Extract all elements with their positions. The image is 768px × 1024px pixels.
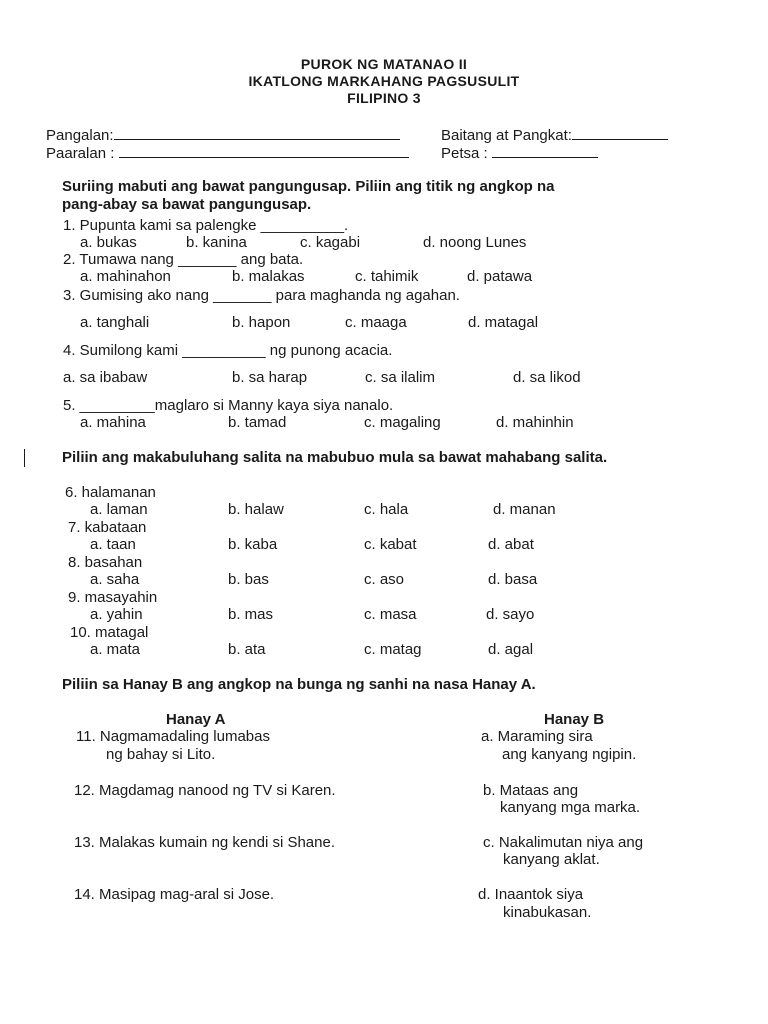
option-a-line1: a. Maraming sira xyxy=(481,728,593,745)
item-12: 12. Magdamag nanood ng TV si Karen. xyxy=(74,782,336,799)
name-field xyxy=(46,125,400,145)
part1-instruction-line2: pang-abay sa bawat pangungusap. xyxy=(62,196,312,213)
choice-4d: d. sa likod xyxy=(513,369,581,386)
text-cursor xyxy=(24,449,25,467)
header-exam-title: IKATLONG MARKAHANG PAGSUSULIT xyxy=(248,73,520,89)
item-14: 14. Masipag mag-aral si Jose. xyxy=(74,886,275,903)
option-b-line2: kanyang mga marka. xyxy=(500,799,641,816)
choice-8c: c. aso xyxy=(364,571,405,588)
choice-1b: b. kanina xyxy=(186,234,247,251)
item-11-line2: ng bahay si Lito. xyxy=(106,746,216,763)
question-7: 7. kabataan xyxy=(68,519,147,536)
choice-7d: d. abat xyxy=(488,536,534,553)
question-3: 3. Gumising ako nang _______ para maghanda ng agahan. xyxy=(63,287,460,304)
choice-9d: d. sayo xyxy=(486,606,535,623)
choice-6a: a. laman xyxy=(90,501,148,518)
choice-10c: c. matag xyxy=(364,641,422,658)
question-8: 8. basahan xyxy=(68,554,143,571)
choice-4b: b. sa harap xyxy=(232,369,308,386)
option-c-line1: c. Nakalimutan niya ang xyxy=(483,834,644,851)
choice-10b: b. ata xyxy=(228,641,266,658)
question-9: 9. masayahin xyxy=(68,589,158,606)
choice-1c: c. kagabi xyxy=(300,234,361,251)
grade-section-blank[interactable] xyxy=(572,125,668,140)
question-6: 6. halamanan xyxy=(65,484,156,501)
part2-instruction: Piliin ang makabuluhang salita na mabubuo mula sa bawat mahabang salita. xyxy=(62,449,608,466)
part3-instruction: Piliin sa Hanay B ang angkop na bunga ng sanhi na nasa Hanay A. xyxy=(62,676,536,693)
choice-5b: b. tamad xyxy=(228,414,287,431)
choice-7b: b. kaba xyxy=(228,536,278,553)
choice-5a: a. mahina xyxy=(80,414,146,431)
choice-6b: b. halaw xyxy=(228,501,284,518)
grade-section-field xyxy=(441,125,668,145)
question-1: 1. Pupunta kami sa palengke __________. xyxy=(63,217,349,234)
date-blank[interactable] xyxy=(492,143,598,158)
question-4: 4. Sumilong kami __________ ng punong acacia. xyxy=(63,342,393,359)
date-label: Petsa : xyxy=(441,145,488,162)
choice-3d: d. matagal xyxy=(468,314,539,331)
choice-5d: d. mahinhin xyxy=(496,414,574,431)
item-11-line1: 11. Nagmamadaling lumabas xyxy=(76,728,270,745)
date-field xyxy=(441,143,598,163)
choice-4a: a. sa ibabaw xyxy=(63,369,148,386)
header-subject: FILIPINO 3 xyxy=(347,90,421,106)
grade-section-label: Baitang at Pangkat: xyxy=(441,127,572,144)
header-district: PUROK NG MATANAO II xyxy=(300,56,468,72)
hanay-b-title: Hanay B xyxy=(544,711,605,728)
choice-2c: c. tahimik xyxy=(355,268,419,285)
choice-6c: c. hala xyxy=(364,501,409,518)
school-blank[interactable] xyxy=(119,143,409,158)
choice-5c: c. magaling xyxy=(364,414,441,431)
item-13: 13. Malakas kumain ng kendi si Shane. xyxy=(74,834,335,851)
question-5: 5. _________maglaro si Manny kaya siya nanalo. xyxy=(63,397,394,414)
choice-3b: b. hapon xyxy=(232,314,291,331)
choice-8d: d. basa xyxy=(488,571,538,588)
part1-instruction-line1: Suriing mabuti ang bawat pangungusap. Piliin ang titik ng angkop na xyxy=(62,178,555,195)
hanay-a-title: Hanay A xyxy=(166,711,226,728)
choice-7c: c. kabat xyxy=(364,536,417,553)
choice-4c: c. sa ilalim xyxy=(365,369,436,386)
choice-9c: c. masa xyxy=(364,606,417,623)
option-b-line1: b. Mataas ang xyxy=(483,782,579,799)
choice-8b: b. bas xyxy=(228,571,269,588)
choice-3c: c. maaga xyxy=(345,314,407,331)
name-blank[interactable] xyxy=(114,125,400,140)
option-d-line2: kinabukasan. xyxy=(503,904,592,921)
choice-3a: a. tanghali xyxy=(80,314,150,331)
choice-9a: a. yahin xyxy=(90,606,143,623)
choice-9b: b. mas xyxy=(228,606,274,623)
choice-10a: a. mata xyxy=(90,641,141,658)
choice-2b: b. malakas xyxy=(232,268,305,285)
choice-6d: d. manan xyxy=(493,501,556,518)
school-field xyxy=(46,143,409,163)
option-a-line2: ang kanyang ngipin. xyxy=(502,746,637,763)
choice-8a: a. saha xyxy=(90,571,140,588)
name-label: Pangalan: xyxy=(46,127,114,144)
option-d-line1: d. Inaantok siya xyxy=(478,886,584,903)
question-2: 2. Tumawa nang _______ ang bata. xyxy=(63,251,304,268)
choice-1a: a. bukas xyxy=(80,234,137,251)
school-label: Paaralan : xyxy=(46,145,115,162)
option-c-line2: kanyang aklat. xyxy=(503,851,600,868)
choice-10d: d. agal xyxy=(488,641,534,658)
choice-7a: a. taan xyxy=(90,536,136,553)
choice-2a: a. mahinahon xyxy=(80,268,171,285)
choice-2d: d. patawa xyxy=(467,268,533,285)
choice-1d: d. noong Lunes xyxy=(423,234,527,251)
question-10: 10. matagal xyxy=(70,624,149,641)
